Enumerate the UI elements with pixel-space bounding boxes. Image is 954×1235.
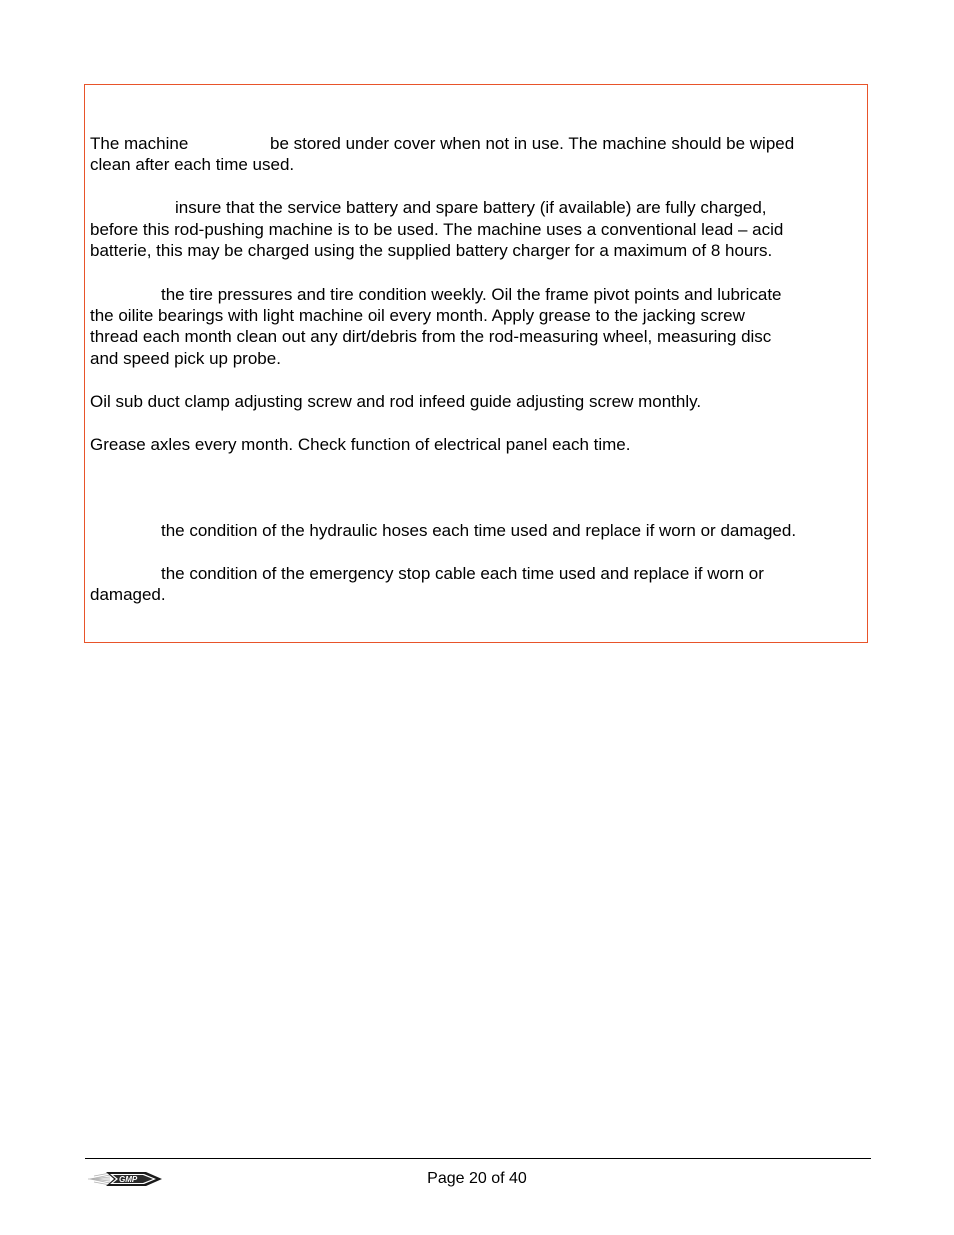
p1-line2: clean after each time used.	[90, 155, 295, 174]
p7-line1: the condition of the emergency stop cable each time used and replace if worn or	[161, 564, 764, 583]
p2-line3: batterie, this may be charged using the supplied battery charger for a maximum of 8 hours.	[90, 241, 773, 260]
p3-line2: the oilite bearings with light machine oil every month. Apply grease to the jacking screw	[90, 306, 745, 325]
p2-line2: before this rod-pushing machine is to be used. The machine uses a conventional lead – acid	[90, 220, 784, 239]
p7-line2: damaged.	[90, 585, 166, 604]
p5-line1: Grease axles every month. Check function of electrical panel each time.	[90, 435, 631, 454]
p2-line1: insure that the service battery and spare battery (if available) are fully charged,	[175, 198, 767, 217]
p1-line1-rest: be stored under cover when not in use. The machine should be wiped	[270, 134, 795, 153]
page-number: Page 20 of 40	[427, 1170, 527, 1187]
footer-rule	[85, 1158, 871, 1159]
p4-line1: Oil sub duct clamp adjusting screw and rod infeed guide adjusting screw monthly.	[90, 392, 702, 411]
p3-line3: thread each month clean out any dirt/debris from the rod-measuring wheel, measuring disc	[90, 327, 772, 346]
p1-line1-start: The machine	[90, 134, 189, 153]
logo-text: GMP	[119, 1175, 138, 1184]
p3-line1: the tire pressures and tire condition weekly. Oil the frame pivot points and lubricate	[161, 285, 782, 304]
p3-line4: and speed pick up probe.	[90, 349, 281, 368]
p6-line1: the condition of the hydraulic hoses each time used and replace if worn or damaged.	[161, 521, 797, 540]
